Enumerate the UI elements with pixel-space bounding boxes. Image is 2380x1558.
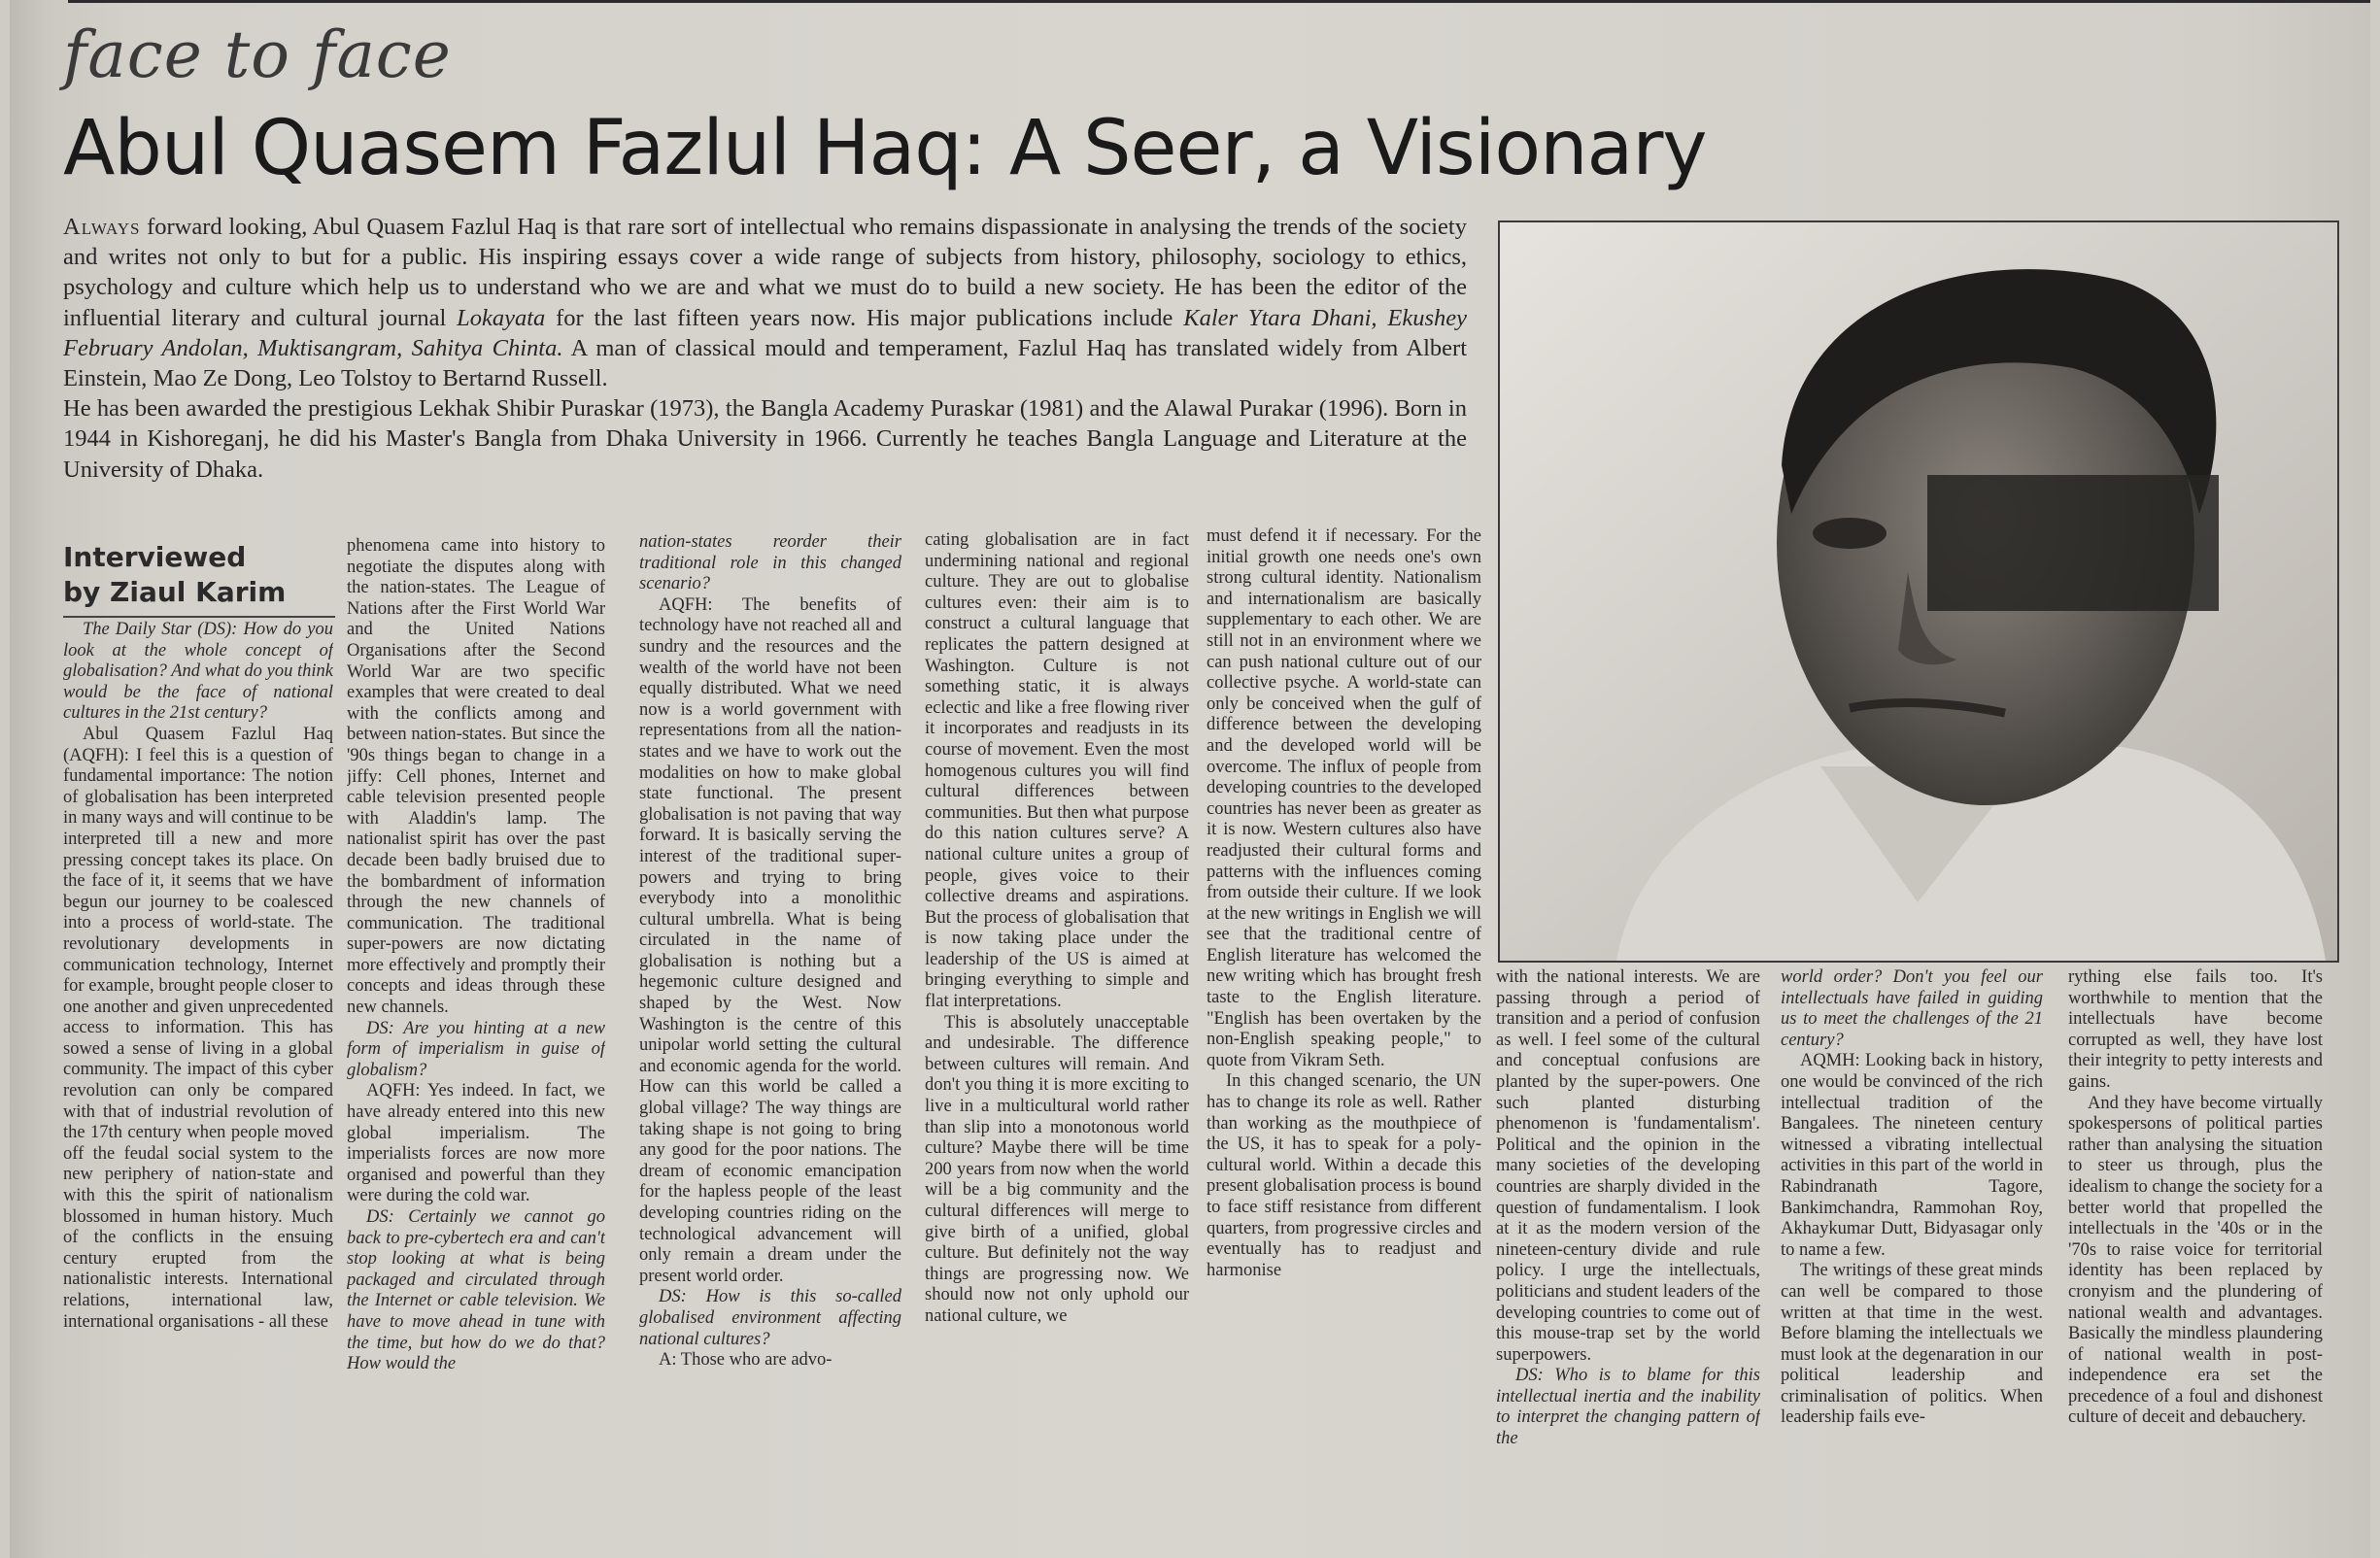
interview-question: world order? Don't you feel our intellectuals have failed in guiding us to meet the challenges of the 21 century? (1781, 967, 2043, 1050)
article-column-5 (1207, 526, 1481, 1537)
article-column-4 (925, 530, 1189, 1537)
article-paragraph: Abul Quasem Fazlul Haq (AQFH): I feel this is a question of fundamental importance: The notion of globalisation has been interpreted in many ways and will continue to be interpreted till a new and more pressing concept takes its place. On the face of it, it seems that we have begun our journey to be coalesced into a process of world-state. The revolutionary developments in communication technology, Internet for example, brought people closer to one another and given unprecedented access to information. This has sowed a sense of living in a global community. The impact of this cyber revolution can only be compared with that of industrial revolution of the 17th century when people moved off the feudal social system to the new periphery of nation-state and with this the spirit of nationalism blossomed in human history. Much of the conflicts in the ensuing century erupted from the nationalistic interests. International relations, international law, international organisations - all these (63, 724, 333, 1332)
article-paragraph: AQFH: The benefits of technology have not reached all and sundry and the resources and the wealth of the world have not been equally distributed. What we need now is a world government with representations from all the nation-states and we have to work out the modalities on how to make global state functional. The present globalisation is not paving that way forward. It is basically serving the interest of the traditional super-powers and trying to bring everybody into a monolithic cultural umbrella. What is being circulated in the name of globalisation is nothing but a hegemonic culture designed and shaped by the West. Now Washington is the centre of this unipolar world setting the cultural and economic agenda for the world. How can this world be called a global village? The way things are taking shape is not going to bring any good for the poor nations. The dream of economic emancipation for the hapless people of the least developing countries riding on the technological advancement will only remain a dream under the present world order. (639, 594, 901, 1286)
publications: Kaler Ytara Dhani, Ekushey February Andolan, Muktisangram, Sahitya Chinta. (63, 304, 1467, 361)
byline-rule (63, 616, 335, 618)
intro-paragraph (63, 212, 1467, 485)
article-paragraph: A: Those who are advo- (659, 1350, 833, 1371)
interview-question: The Daily Star (DS): How do you look at the whole concept of globalisation? And what do you think would be the face of national cultures in the 21st century? (63, 620, 333, 724)
article-column-2 (347, 536, 605, 1537)
top-rule (68, 0, 2370, 3)
article-paragraph: And they have become virtually spokespersons of political parties rather than analysing the situation to steer us through, plus the idealism to change the society for a better world that propelled the intellectuals in the '40s or in the '70s to raise voice for territorial identity has been replaced by cronyism and the plundering of national wealth and advantages. Basically the mindless plaundering of national wealth in post-independence era set the precedence of a foul and dishonest culture of deceit and debauchery. (2068, 1093, 2323, 1428)
article-paragraph: AQFH: Yes indeed. In fact, we have already entered into this new global imperialism. The imperialists forces are now more organised and powerful than they were during the cold war. (347, 1081, 605, 1206)
intro-lead-in: Always (63, 214, 141, 240)
headline: Abul Quasem Fazlul Haq: A Seer, a Visionary (63, 105, 1707, 192)
interview-question: DS: Are you hinting at a new form of imperialism in guise of globalism? (347, 1018, 605, 1080)
article-column-7 (1781, 967, 2043, 1537)
interview-question: nation-states reorder their traditional role in this changed scenario? (639, 532, 901, 594)
section-title: face to face (63, 17, 452, 92)
article-paragraph: phenomena came into history to negotiate the disputes along with the nation-states. The League of Nations after the First World War and the United Nations Organisations after the Second World War are two specific examples that were created to deal with the conflicts among and between nation-states. But since the '90s things began to change in a jiffy: Cell phones, Internet and cable television presented people with Aladdin's lamp. The nationalist spirit has over the past decade been badly bruised due to the bombardment of information through the new channels of communication. The traditional super-powers are now dictating more effectively and promptly their concepts and ideas through these new channels. (347, 536, 605, 1018)
portrait-image (1500, 222, 2337, 961)
article-paragraph: AQMH: Looking back in history, one would be convinced of the rich intellectual tradition of the Bangalees. The nineteen century witnessed a vibrating intellectual activities in this part of the world in Rabindranath Tagore, Bankimchandra, Rammohan Roy, Akhaykumar Dutt, Bidyasagar only to name a few. (1781, 1051, 2043, 1260)
article-paragraph: cating globalisation are in fact undermining national and regional culture. They are out to globalise cultures even: their aim is to construct a cultural language that replicates the pattern designed at Washington. Culture is not something static, it is always eclectic and like a free flowing river it incorporates and readjusts in its course of movement. Even the most homogenous cultures you will find cultural differences between communities. But then what purpose do this nation cultures serve? A national culture unites a group of people, gives voice to their collective dreams and aspirations. But the process of globalisation that is now taking place under the leadership of the US is aimed at bringing everything to simple and flat interpretations. (925, 530, 1189, 1012)
article-column-3 (639, 532, 901, 1537)
intro-text-b: for the last fifteen years now. His major publications include (545, 304, 1184, 331)
article-paragraph: This is absolutely unacceptable and undesirable. The difference between cultures will remain. And don't you thing it is more exciting to live in a multicultural world rather than slip into a monotonous world culture? Maybe there will be time 200 years from now when the world will be a big community and the cultural differences will merge to give birth of a unified, global culture. But definitely not the way things are progressing now. We should now not only uphold our national culture, we (925, 1012, 1189, 1326)
article-paragraph: The writings of these great minds can well be compared to those written at that time in the west. Before blaming the intellectuals we must look at the degenaration in our political leadership and criminalisation of politics. When leadership fails eve- (1781, 1261, 2043, 1428)
article-column-1 (63, 620, 333, 1533)
article-paragraph: rything else fails too. It's worthwhile to mention that the intellectuals have become corrupted as well, they have lost their integrity to petty interests and gains. (2068, 967, 2323, 1092)
intro-text-c: A man of classical mould and temperament, Fazlul Haq has translated widely from Albert Einstein, Mao Ze Dong, Leo Tolstoy to Bertarnd Russell. (63, 334, 1467, 392)
article-paragraph: with the national interests. We are passing through a period of transition and a period of confusion as well. I feel some of the cultural and conceptual confusions are planted by the super-powers. One such planted disturbing phenomenon is 'fundamentalism'. Political and the opinion in the many societies of the developing countries are sharply divided in the question of fundamentalism. I look at it as the modern version of the nineteen-century divide and rule policy. I urge the intellectuals, politicians and student leaders of the developing countries to come out of this mouse-trap set by the world superpowers. (1496, 967, 1760, 1365)
page-fold-shadow (10, 0, 49, 1558)
byline-line-2: by Ziaul Karim (63, 576, 287, 608)
newspaper-page (10, 0, 2370, 1558)
journal-name: Lokayata (457, 304, 546, 331)
intro-awards: He has been awarded the prestigious Lekhak Shibir Puraskar (1973), the Bangla Academy Puraskar (1981) and the Alawal Purakar (1996). Born in 1944 in Kishoreganj, he did his Master's Bangla from Dhaka University in 1966. Currently he teaches Bangla Language and Literature at the University of Dhaka. (63, 395, 1467, 483)
article-paragraph: must defend it if necessary. For the initial growth one needs one's own strong cultural identity. Nationalism and internationalism are basically supplementary to each other. We are still not in an environment where we can push national culture out of our collective psyche. A world-state can only be conceived when the gulf of difference between the developing and the developed world will be overcome. The influx of people from developing countries to the developed countries has never been as greater as it is now. Western cultures also have readjusted their cultural forms and patterns with the influences coming from outside their culture. If we look at the new writings in English we will see that the traditional centre of English literature has welcomed the new writing which has brought fresh taste to the English literature. "English has been overtaken by the non-English speaking people," to quote from Vikram Seth. (1207, 526, 1481, 1070)
article-column-6 (1496, 967, 1760, 1537)
intro-text-a: forward looking, Abul Quasem Fazlul Haq is that rare sort of intellectual who remains dispassionate in analysing the trends of the society and writes not only to but for a public. His inspiring essays cover a wide range of subjects from history, philosophy, sociology to ethics, psychology and culture which help us to understand who we are and what we must do to build a new society. He has been the editor of the influential literary and cultural journal (63, 214, 1467, 331)
interview-question: DS: Certainly we cannot go back to pre-cybertech era and can't stop looking at what is being packaged and circulated through the Internet or cable television. We have to move ahead in tune with the time, but how do we do that? How would the (347, 1207, 605, 1374)
article-column-8 (2068, 967, 2323, 1537)
byline-line-1: Interviewed (63, 541, 247, 573)
interview-question: DS: How is this so-called globalised environment affecting national cultures? (639, 1287, 901, 1349)
portrait-photo (1498, 220, 2339, 963)
interview-question: DS: Who is to blame for this intellectual inertia and the inability to interpret the changing pattern of the (1496, 1366, 1760, 1449)
article-paragraph: In this changed scenario, the UN has to change its role as well. Rather than working as the mouthpiece of the US, it has to speak for a poly-cultural world. Within a decade this present globalisation process is bound to face stiff resistance from different quarters, from progressive circles and eventually has to readjust and harmonise (1207, 1071, 1481, 1280)
byline (63, 540, 345, 618)
